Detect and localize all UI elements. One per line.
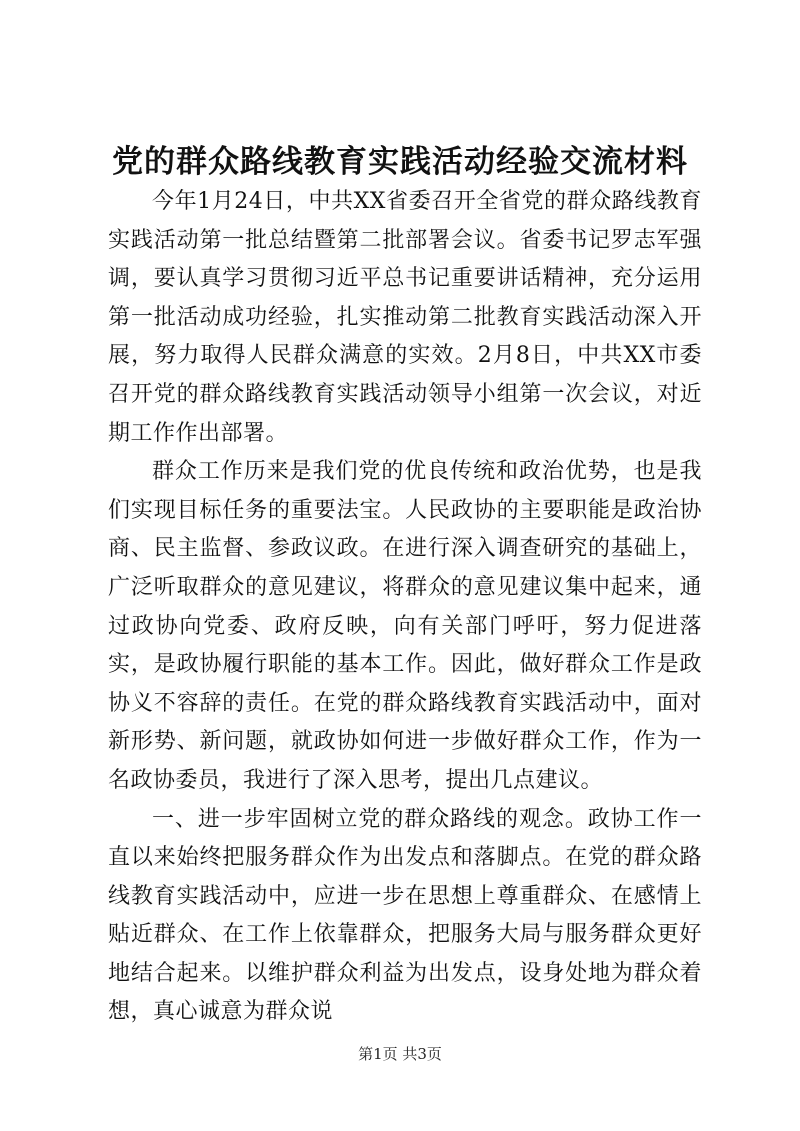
document-title: 党的群众路线教育实践活动经验交流材料 (112, 144, 688, 180)
document-body (108, 183, 702, 1032)
paragraph-2: 群众工作历来是我们党的优良传统和政治优势，也是我们实现目标任务的重要法宝。人民政协的主要职能是政治协商、民主监督、参政议政。在进行深入调查研究的基础上，广泛听取群众的意见建议，将群众的意见建议集中起来，通过政协向党委、政府反映，向有关部门呼吁，努力促进落实，是政协履行职能的基本工作。因此，做好群众工作是政协义不容辞的责任。在党的群众路线教育实践活动中，面对新形势、新问题，就政协如何进一步做好群众工作，作为一名政协委员，我进行了深入思考，提出几点建议。 (108, 459, 702, 793)
paragraph-1: 今年1月24日，中共XX省委召开全省党的群众路线教育实践活动第一批总结暨第二批部署会议。省委书记罗志军强调，要认真学习贯彻习近平总书记重要讲话精神，充分运用第一批活动成功经验，扎实推动第二批教育实践活动深入开展，努力取得人民群众满意的实效。2月8日，中共XX市委召开党的群众路线教育实践活动领导小组第一次会议，对近期工作作出部署。 (108, 189, 702, 446)
page-footer: 第1页 共3页 (358, 1045, 442, 1063)
paragraph-3: 一、进一步牢固树立党的群众路线的观念。政协工作一直以来始终把服务群众作为出发点和落脚点。在党的群众路线教育实践活动中，应进一步在思想上尊重群众、在感情上贴近群众、在工作上依靠群众，把服务大局与服务群众更好地结合起来。以维护群众利益为出发点，设身处地为群众着想，真心诚意为群众说 (108, 806, 702, 1025)
